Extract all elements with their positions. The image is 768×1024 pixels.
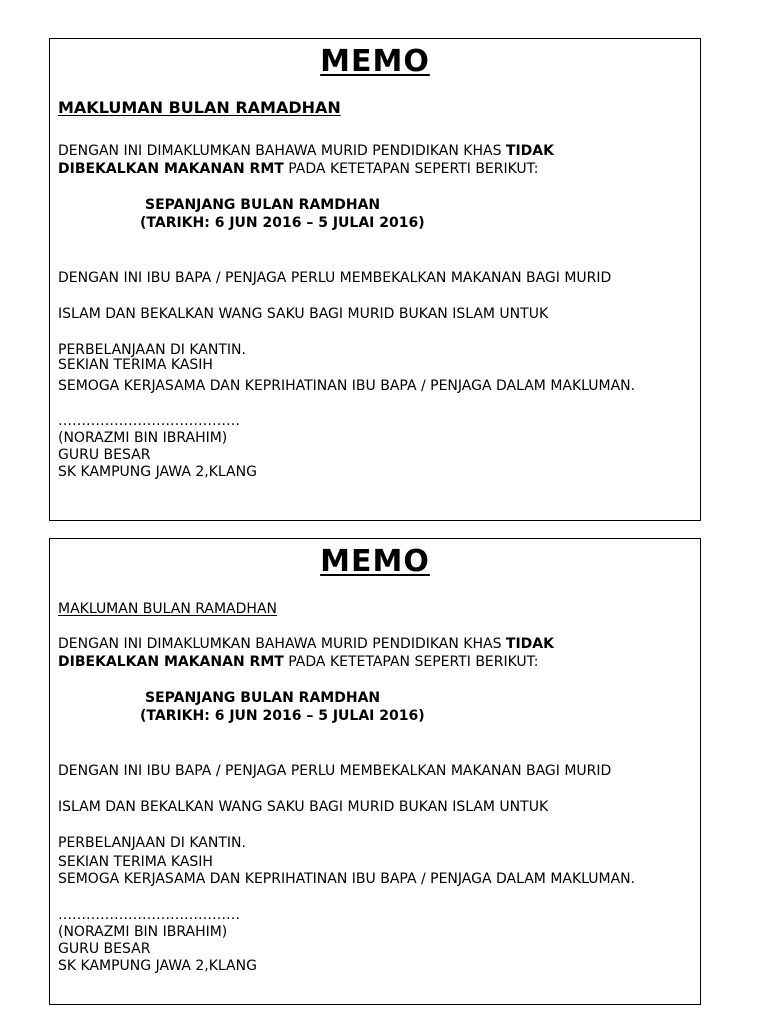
body-line: PERBELANJAAN DI KANTIN. (58, 835, 246, 851)
highlight-dates: (TARIKH: 6 JUN 2016 – 5 JULAI 2016) (140, 215, 425, 231)
intro-text-2: PADA KETETAPAN SEPERTI BERIKUT: (283, 654, 539, 670)
memo-signature (58, 907, 257, 975)
memo-body (58, 744, 698, 906)
body-line: SEMOGA KERJASAMA DAN KEPRIHATINAN IBU BAPA / PENJAGA DALAM MAKLUMAN. (58, 378, 636, 394)
signature-title: GURU BESAR (58, 941, 151, 957)
highlight-dates: (TARIKH: 6 JUN 2016 – 5 JULAI 2016) (140, 708, 425, 724)
intro-bold-text: TIDAK (505, 143, 554, 159)
signature-name: (NORAZMI BIN IBRAHIM) (58, 430, 228, 446)
memo-subject: MAKLUMAN BULAN RAMADHAN (58, 98, 341, 117)
intro-text: DENGAN INI DIMAKLUMKAN BAHAWA MURID PENDIDIKAN KHAS (58, 636, 506, 652)
signature-school: SK KAMPUNG JAWA 2,KLANG (58, 464, 257, 480)
highlight-period: SEPANJANG BULAN RAMDHAN (145, 197, 381, 213)
signature-dots: ………………………………… (58, 413, 240, 429)
body-line: DENGAN INI IBU BAPA / PENJAGA PERLU MEMBEKALKAN MAKANAN BAGI MURID (58, 270, 612, 286)
signature-name: (NORAZMI BIN IBRAHIM) (58, 924, 228, 940)
memo-subject: MAKLUMAN BULAN RAMADHAN (58, 601, 277, 617)
memo-highlight (50, 689, 700, 725)
intro-bold-text-2: DIBEKALKAN MAKANAN RMT (58, 654, 284, 670)
body-line: ISLAM DAN BEKALKAN WANG SAKU BAGI MURID BUKAN ISLAM UNTUK (58, 306, 549, 322)
memo-box-2 (49, 538, 701, 1005)
intro-text: DENGAN INI DIMAKLUMKAN BAHAWA MURID PENDIDIKAN KHAS (58, 143, 506, 159)
intro-text-2: PADA KETETAPAN SEPERTI BERIKUT: (283, 161, 539, 177)
memo-intro (58, 635, 698, 671)
memo-closing: SEKIAN TERIMA KASIH (58, 854, 213, 870)
memo-title: MEMO (320, 44, 430, 79)
memo-box-1 (49, 38, 701, 521)
memo-closing: SEKIAN TERIMA KASIH (58, 357, 213, 373)
memo-body (58, 251, 698, 413)
memo-highlight (50, 196, 700, 232)
memo-signature (58, 413, 257, 481)
memo-title: MEMO (320, 544, 430, 579)
signature-dots: ………………………………… (58, 907, 240, 923)
signature-title: GURU BESAR (58, 447, 151, 463)
highlight-period: SEPANJANG BULAN RAMDHAN (145, 690, 381, 706)
body-line: SEMOGA KERJASAMA DAN KEPRIHATINAN IBU BAPA / PENJAGA DALAM MAKLUMAN. (58, 871, 636, 887)
signature-school: SK KAMPUNG JAWA 2,KLANG (58, 958, 257, 974)
memo-intro (58, 142, 698, 178)
body-line: PERBELANJAAN DI KANTIN. (58, 342, 246, 358)
intro-bold-text: TIDAK (505, 636, 554, 652)
body-line: ISLAM DAN BEKALKAN WANG SAKU BAGI MURID BUKAN ISLAM UNTUK (58, 799, 549, 815)
body-line: DENGAN INI IBU BAPA / PENJAGA PERLU MEMBEKALKAN MAKANAN BAGI MURID (58, 763, 612, 779)
intro-bold-text-2: DIBEKALKAN MAKANAN RMT (58, 161, 284, 177)
